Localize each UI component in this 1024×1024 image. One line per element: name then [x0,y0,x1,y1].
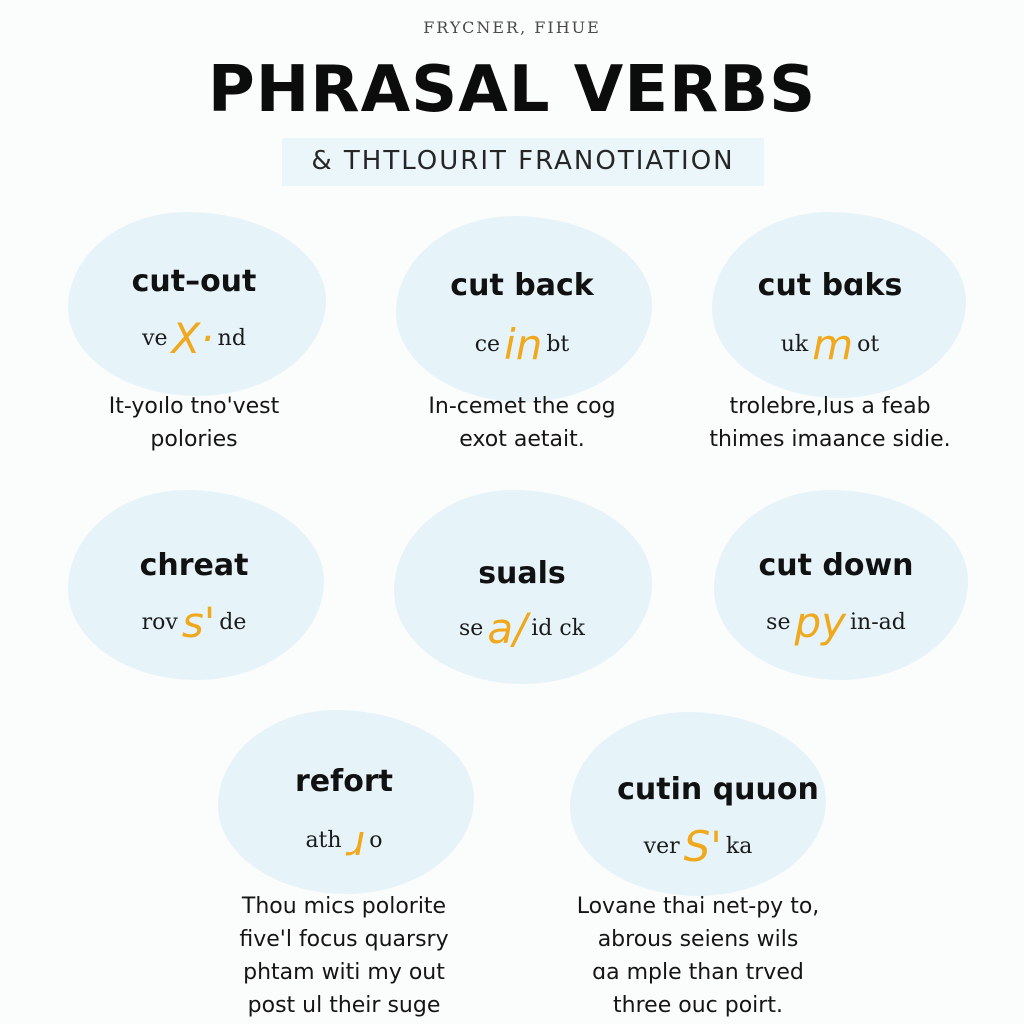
pron-right: nd [217,326,246,351]
pron-accent: a/ [487,604,528,653]
card-pronunciation [194,816,494,865]
desc-line: phtam witi my out [243,960,445,985]
card-title: cut bɑks [757,268,903,303]
card-background [396,216,652,402]
pron-accent: in [504,320,543,369]
pron-right: o [369,828,383,853]
card-pronunciation [680,320,980,369]
pron-right: ot [857,332,880,357]
card-background [714,490,968,680]
card-description [174,890,514,1022]
pron-accent: py [794,598,846,647]
card-background [68,490,324,680]
pron-left: ath [305,828,342,853]
pron-right: ka [725,834,753,859]
card-pronunciation [686,598,986,647]
pron-accent: X· [171,314,214,363]
desc-line: ɑa mple than trved [592,960,804,985]
eyebrow-text: FRYCNER, FIHUE [423,18,601,37]
pron-right: id ck [531,616,585,641]
pron-left: ver [643,834,680,859]
card-title: cut–out [131,264,257,299]
desc-line: three ouc poirt. [613,993,783,1018]
card-pronunciation [44,598,344,647]
card-description [660,390,1000,456]
page-subtitle: & THTLOURIT FRANOTIATION [311,146,735,176]
card-description [24,390,364,456]
pron-accent: ɹ [345,816,366,865]
card-description [352,390,692,456]
page-title: PHRASAL VERBS [207,53,817,127]
pron-left: uk [780,332,809,357]
card-background [218,710,474,894]
desc-line: abrous seiens wils [597,927,799,952]
card-title: cut back [450,268,594,303]
card-pronunciation [44,314,344,363]
card-title: refort [295,764,393,799]
desc-line: trolebre,lus a feab [729,394,931,419]
pron-accent: S' [683,822,722,871]
desc-line: In-cemet the cog [428,394,616,419]
pron-left: se [459,616,484,641]
pron-right: de [219,610,247,635]
pron-left: ce [474,332,501,357]
pron-accent: m [812,320,854,369]
desc-line: It-yoılo tno'vest [108,394,280,419]
card-background [712,212,966,398]
pron-left: rov [141,610,178,635]
desc-line: polories [150,427,238,452]
pron-right: bt [546,332,570,357]
card-title: suals [478,556,566,591]
card-pronunciation [548,822,848,871]
desc-line: Thou mics polorite [241,894,447,919]
desc-line: exot aetait. [459,427,585,452]
pron-left: se [766,610,791,635]
desc-line: thimes imaance sidie. [709,427,951,452]
pron-accent: s' [181,598,216,647]
card-title: cutin quuon [617,772,819,807]
card-title: chreat [139,548,249,583]
card-background [68,212,326,396]
card-pronunciation [372,320,672,369]
pron-right: in-ad [849,610,906,635]
pron-left: ve [142,326,168,351]
desc-line: post ul their suge [247,993,441,1018]
card-description [528,890,868,1022]
card-pronunciation [372,604,672,653]
desc-line: Lovane thai net-py to, [576,894,820,919]
desc-line: five'l focus quarsry [239,927,449,952]
card-title: cut down [758,548,914,583]
